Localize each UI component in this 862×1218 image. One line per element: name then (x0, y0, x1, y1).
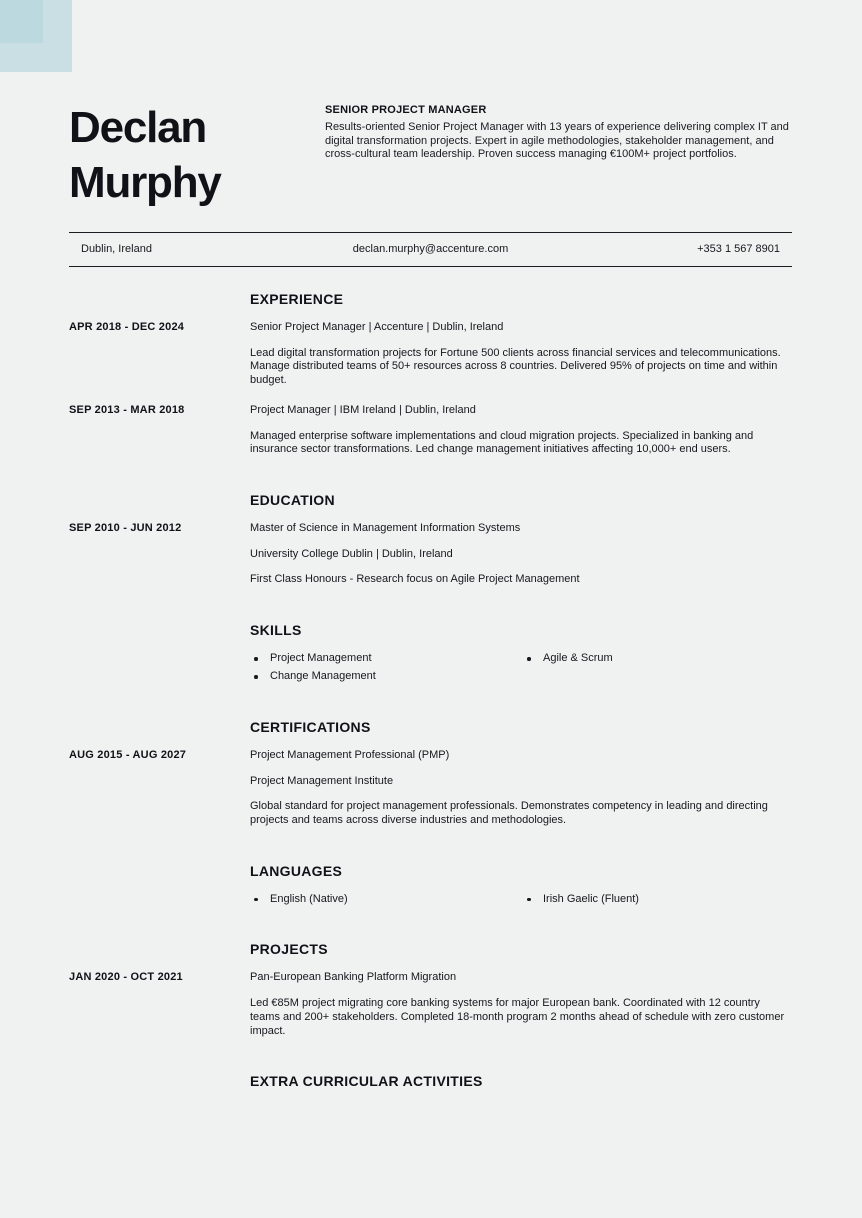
projects-heading: PROJECTS (250, 941, 328, 958)
certification-description: Global standard for project management professionals. Demonstrates competency in leading and directing projects and teams across diverse industries and methodologies. (250, 800, 768, 827)
experience-entry (69, 321, 792, 388)
languages-heading: LANGUAGES (250, 862, 343, 879)
section-experience (69, 292, 792, 457)
section-education (69, 493, 792, 587)
education-note: First Class Honours - Research focus on Agile Project Management (250, 573, 580, 586)
languages-column-1 (250, 893, 523, 907)
skill-item: Project Management (250, 652, 523, 666)
section-extra-curricular (69, 1074, 792, 1103)
section-skills (69, 623, 792, 684)
section-languages (69, 864, 792, 907)
skills-column-1 (250, 652, 523, 684)
candidate-name-line-1: Declan (69, 103, 207, 152)
language-item: English (Native) (250, 893, 523, 907)
education-degree: Master of Science in Management Information Systems (250, 521, 521, 534)
contact-email: declan.murphy@accenture.com (352, 243, 509, 255)
education-entry (69, 522, 792, 587)
certification-title: Project Management Professional (PMP) (250, 748, 450, 761)
experience-entry-description: Lead digital transformation projects for Fortune 500 clients across financial services and telecommunications. Manage distributed teams of 50+ resources across 8 countries. Delivered 95% of projects on time and within budget. (250, 346, 781, 387)
contact-phone: +353 1 567 8901 (697, 243, 780, 255)
candidate-name-line-2: Murphy (69, 158, 221, 207)
project-title: Pan-European Banking Platform Migration (250, 971, 457, 984)
experience-entry-title: Project Manager | IBM Ireland | Dublin, Ireland (250, 403, 476, 416)
section-certifications (69, 720, 792, 828)
certification-entry-dates: AUG 2015 - AUG 2027 (69, 748, 187, 761)
project-description: Led €85M project migrating core banking systems for major European bank. Coordinated with 12 country teams and 200+ stakeholders. Completed 18-month program 2 months ahead of schedule with zero customer impact. (250, 997, 785, 1037)
role-title: SENIOR PROJECT MANAGER (325, 104, 487, 116)
profile-summary: Results-oriented Senior Project Manager with 13 years of experience delivering complex IT and digital transformation projects. Expert in agile methodologies, stakeholder management, and cross-cultural team leadership. Proven success managing €100M+ project portfolios. (325, 121, 789, 161)
education-heading: EDUCATION (250, 491, 335, 508)
skills-heading: SKILLS (250, 622, 302, 639)
resume-header (69, 100, 792, 210)
experience-heading: EXPERIENCE (250, 291, 344, 307)
project-entry (69, 971, 792, 1038)
header-profile-block (325, 104, 792, 162)
candidate-name (69, 100, 325, 210)
experience-entry-dates: APR 2018 - DEC 2024 (69, 321, 185, 333)
skill-item: Change Management (250, 670, 523, 684)
experience-entry-dates: SEP 2013 - MAR 2018 (69, 403, 185, 416)
resume-body (0, 292, 862, 1103)
languages-column-2 (523, 893, 792, 907)
education-entry-dates: SEP 2010 - JUN 2012 (69, 521, 182, 534)
certifications-heading: CERTIFICATIONS (250, 718, 371, 735)
contact-bar (69, 232, 792, 267)
language-item: Irish Gaelic (Fluent) (523, 893, 792, 907)
skills-column-2 (523, 652, 792, 684)
accent-square-dark (0, 0, 43, 43)
extra-curricular-heading: EXTRA CURRICULAR ACTIVITIES (250, 1073, 483, 1090)
experience-entry (69, 404, 792, 457)
contact-location: Dublin, Ireland (81, 243, 152, 255)
experience-entry-description: Managed enterprise software implementations and cloud migration projects. Specialized in banking and insurance sector transformations. Led change management initiatives affecting 10,000+ end users. (250, 429, 754, 456)
section-projects (69, 942, 792, 1038)
project-entry-dates: JAN 2020 - OCT 2021 (69, 971, 183, 984)
education-institution: University College Dublin | Dublin, Ireland (250, 547, 453, 560)
skill-item: Agile & Scrum (523, 652, 792, 666)
experience-entry-title: Senior Project Manager | Accenture | Dublin, Ireland (250, 321, 504, 333)
certification-entry (69, 749, 792, 828)
certification-issuer: Project Management Institute (250, 774, 394, 787)
